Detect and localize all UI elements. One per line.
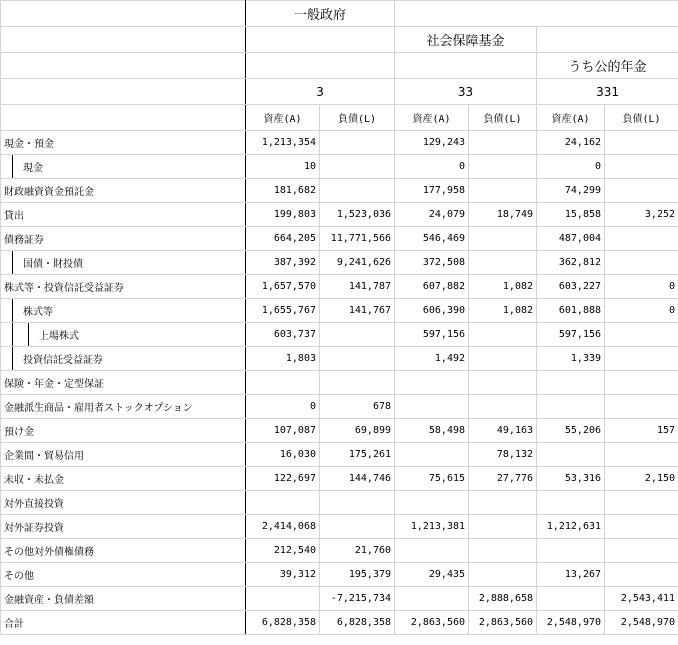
table-row (1, 395, 678, 419)
value-cell (395, 587, 469, 611)
value-cell: 212,540 (246, 539, 320, 563)
value-cell (537, 491, 605, 515)
row-label: 預け金 (1, 419, 246, 443)
value-cell (469, 251, 537, 275)
row-label: 金融派生商品・雇用者ストックオプション (1, 395, 246, 419)
code-pension: 331 (537, 79, 678, 105)
value-cell (246, 491, 320, 515)
row-label: 対外直接投資 (1, 491, 246, 515)
value-cell: 29,435 (395, 563, 469, 587)
table-row (1, 323, 678, 347)
value-cell (320, 323, 395, 347)
value-cell: 1,213,381 (395, 515, 469, 539)
value-cell: 21,760 (320, 539, 395, 563)
header-row-3 (1, 53, 678, 79)
row-label: 投資信託受益証券 (1, 347, 246, 371)
value-cell (320, 179, 395, 203)
liabilities-header: 負債(L) (605, 105, 678, 131)
table-row (1, 443, 678, 467)
value-cell: 177,958 (395, 179, 469, 203)
header-row-al (1, 105, 678, 131)
table-row (1, 539, 678, 563)
row-label: 企業間・貿易信用 (1, 443, 246, 467)
table-row (1, 587, 678, 611)
value-cell (605, 371, 678, 395)
value-cell: 2,863,560 (395, 611, 469, 635)
value-cell: 372,508 (395, 251, 469, 275)
value-cell: 10 (246, 155, 320, 179)
value-cell: 13,267 (537, 563, 605, 587)
row-label: 現金 (1, 155, 246, 179)
value-cell: 3,252 (605, 203, 678, 227)
value-cell: 1,655,767 (246, 299, 320, 323)
value-cell: 1,492 (395, 347, 469, 371)
row-label: 株式等 (1, 299, 246, 323)
value-cell: 0 (395, 155, 469, 179)
value-cell (537, 443, 605, 467)
value-cell (469, 563, 537, 587)
value-cell (469, 347, 537, 371)
table-row (1, 419, 678, 443)
value-cell (605, 563, 678, 587)
row-label: 債務証券 (1, 227, 246, 251)
value-cell (469, 155, 537, 179)
value-cell: 1,803 (246, 347, 320, 371)
value-cell (605, 131, 678, 155)
value-cell: 387,392 (246, 251, 320, 275)
table-row (1, 155, 678, 179)
blank-header-cell (395, 1, 678, 27)
row-label: その他対外債権債務 (1, 539, 246, 563)
value-cell: 39,312 (246, 563, 320, 587)
value-cell (469, 131, 537, 155)
value-cell: 144,746 (320, 467, 395, 491)
value-cell (320, 155, 395, 179)
table-row (1, 203, 678, 227)
corner-cell (1, 1, 246, 27)
value-cell: 74,299 (537, 179, 605, 203)
row-label: 合計 (1, 611, 246, 635)
social-security-fund-header: 社会保障基金 (395, 27, 537, 53)
value-cell: 69,899 (320, 419, 395, 443)
value-cell: 664,205 (246, 227, 320, 251)
value-cell (605, 515, 678, 539)
value-cell: 1,339 (537, 347, 605, 371)
row-label: 国債・財投債 (1, 251, 246, 275)
value-cell: 195,379 (320, 563, 395, 587)
value-cell: 0 (605, 299, 678, 323)
value-cell: 1,213,354 (246, 131, 320, 155)
row-label: 対外証券投資 (1, 515, 246, 539)
row-label: 上場株式 (1, 323, 246, 347)
assets-header: 資産(A) (395, 105, 469, 131)
table-row (1, 371, 678, 395)
liabilities-header: 負債(L) (320, 105, 395, 131)
value-cell (320, 515, 395, 539)
assets-header: 資産(A) (537, 105, 605, 131)
header-row-codes (1, 79, 678, 105)
value-cell: 55,206 (537, 419, 605, 443)
row-label: その他 (1, 563, 246, 587)
value-cell: -7,215,734 (320, 587, 395, 611)
table-row (1, 251, 678, 275)
value-cell: 1,523,036 (320, 203, 395, 227)
value-cell: 487,004 (537, 227, 605, 251)
table-row (1, 611, 678, 635)
value-cell: 53,316 (537, 467, 605, 491)
value-cell: 24,079 (395, 203, 469, 227)
value-cell (605, 443, 678, 467)
value-cell: 1,212,631 (537, 515, 605, 539)
value-cell: 2,543,411 (605, 587, 678, 611)
value-cell: 6,828,358 (320, 611, 395, 635)
value-cell: 603,737 (246, 323, 320, 347)
table-row (1, 179, 678, 203)
value-cell (395, 491, 469, 515)
assets-header: 資産(A) (246, 105, 320, 131)
value-cell: 175,261 (320, 443, 395, 467)
value-cell: 1,082 (469, 275, 537, 299)
value-cell (320, 491, 395, 515)
value-cell (469, 515, 537, 539)
value-cell (469, 491, 537, 515)
code-ssf: 33 (395, 79, 537, 105)
value-cell: 2,888,658 (469, 587, 537, 611)
value-cell (469, 539, 537, 563)
value-cell: 678 (320, 395, 395, 419)
value-cell (605, 347, 678, 371)
table-row (1, 563, 678, 587)
value-cell: 157 (605, 419, 678, 443)
table-row (1, 491, 678, 515)
value-cell: 75,615 (395, 467, 469, 491)
row-label: 現金・預金 (1, 131, 246, 155)
value-cell: 199,803 (246, 203, 320, 227)
value-cell: 15,858 (537, 203, 605, 227)
value-cell: 122,697 (246, 467, 320, 491)
value-cell: 2,150 (605, 467, 678, 491)
value-cell (605, 539, 678, 563)
value-cell: 603,227 (537, 275, 605, 299)
value-cell (320, 347, 395, 371)
value-cell (469, 371, 537, 395)
public-pension-header: うち公的年金 (537, 53, 678, 79)
table-row (1, 275, 678, 299)
value-cell: 141,787 (320, 275, 395, 299)
value-cell (469, 395, 537, 419)
general-government-header: 一般政府 (246, 1, 395, 27)
value-cell (469, 323, 537, 347)
table-row (1, 467, 678, 491)
value-cell: 129,243 (395, 131, 469, 155)
value-cell: 546,469 (395, 227, 469, 251)
value-cell: 362,812 (537, 251, 605, 275)
value-cell (605, 323, 678, 347)
row-label: 未収・未払金 (1, 467, 246, 491)
value-cell: 0 (246, 395, 320, 419)
value-cell (605, 395, 678, 419)
value-cell (605, 179, 678, 203)
value-cell: 0 (605, 275, 678, 299)
value-cell: 601,888 (537, 299, 605, 323)
value-cell: 9,241,626 (320, 251, 395, 275)
value-cell: 141,767 (320, 299, 395, 323)
row-label: 金融資産・負債差額 (1, 587, 246, 611)
value-cell (469, 179, 537, 203)
value-cell: 1,082 (469, 299, 537, 323)
row-label: 財政融資資金預託金 (1, 179, 246, 203)
value-cell: 2,548,970 (605, 611, 678, 635)
value-cell: 6,828,358 (246, 611, 320, 635)
value-cell (246, 587, 320, 611)
value-cell: 2,548,970 (537, 611, 605, 635)
row-label: 貸出 (1, 203, 246, 227)
header-row-1 (1, 1, 678, 27)
value-cell: 597,156 (537, 323, 605, 347)
value-cell: 49,163 (469, 419, 537, 443)
row-label: 保険・年金・定型保証 (1, 371, 246, 395)
table-row (1, 299, 678, 323)
value-cell: 24,162 (537, 131, 605, 155)
value-cell (246, 371, 320, 395)
value-cell (469, 227, 537, 251)
header-row-2 (1, 27, 678, 53)
table-row (1, 227, 678, 251)
value-cell: 606,390 (395, 299, 469, 323)
value-cell (395, 371, 469, 395)
table-row (1, 131, 678, 155)
value-cell (320, 371, 395, 395)
value-cell: 607,882 (395, 275, 469, 299)
value-cell: 58,498 (395, 419, 469, 443)
value-cell: 597,156 (395, 323, 469, 347)
value-cell: 1,657,570 (246, 275, 320, 299)
table-row (1, 347, 678, 371)
value-cell (537, 587, 605, 611)
value-cell (537, 395, 605, 419)
value-cell: 2,414,068 (246, 515, 320, 539)
value-cell: 78,132 (469, 443, 537, 467)
value-cell: 18,749 (469, 203, 537, 227)
value-cell: 0 (537, 155, 605, 179)
value-cell: 16,030 (246, 443, 320, 467)
value-cell (605, 155, 678, 179)
value-cell (605, 251, 678, 275)
code-general: 3 (246, 79, 395, 105)
value-cell: 2,863,560 (469, 611, 537, 635)
table-row (1, 515, 678, 539)
value-cell (395, 539, 469, 563)
value-cell (537, 539, 605, 563)
value-cell: 11,771,566 (320, 227, 395, 251)
row-label: 株式等・投資信託受益証券 (1, 275, 246, 299)
liabilities-header: 負債(L) (469, 105, 537, 131)
value-cell (395, 395, 469, 419)
value-cell: 181,682 (246, 179, 320, 203)
value-cell (537, 371, 605, 395)
value-cell (605, 491, 678, 515)
value-cell (395, 443, 469, 467)
value-cell (605, 227, 678, 251)
value-cell (320, 131, 395, 155)
value-cell: 107,087 (246, 419, 320, 443)
value-cell: 27,776 (469, 467, 537, 491)
